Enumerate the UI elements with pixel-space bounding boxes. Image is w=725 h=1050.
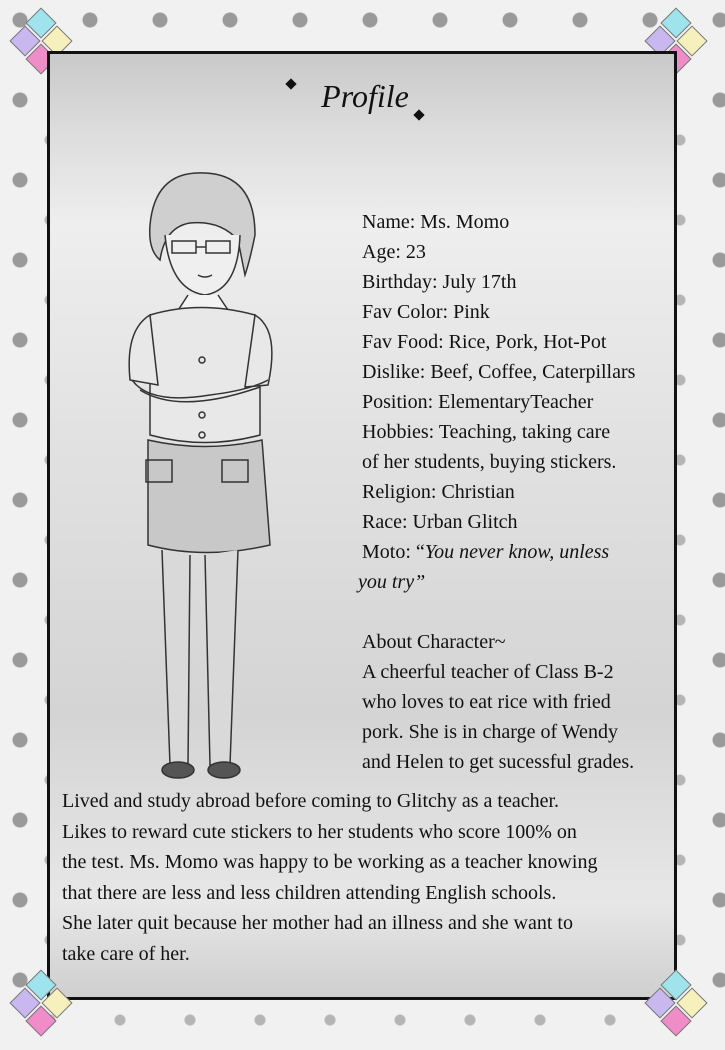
profile-religion: Religion: Christian	[362, 481, 515, 503]
character-illustration	[110, 165, 310, 785]
page-title: Profile	[321, 78, 409, 114]
profile-race: Race: Urban Glitch	[362, 511, 518, 533]
about-line-3: pork. She is in charge of Wendy	[362, 721, 618, 743]
story-line-2: Likes to reward cute stickers to her students who score 100% on	[62, 820, 577, 843]
profile-moto-line-1	[362, 537, 682, 567]
profile-position: Position: ElementaryTeacher	[362, 391, 594, 413]
profile-hobbies-line-2: of her students, buying stickers.	[362, 451, 617, 473]
story-line-4: that there are less and less children attending English schools.	[62, 881, 557, 904]
story-line-3: the test. Ms. Momo was happy to be working as a teacher knowing	[62, 851, 598, 873]
story-line-1: Lived and study abroad before coming to Glitchy as a teacher.	[62, 790, 560, 812]
about-line-2: who loves to eat rice with fried	[362, 691, 611, 713]
about-heading: About Character~	[362, 631, 506, 653]
profile-moto-line-2: you try”	[358, 571, 426, 593]
moto-quote-1: You never know, unless	[424, 541, 610, 563]
profile-fav-color: Fav Color: Pink	[362, 301, 490, 323]
profile-dislike: Dislike: Beef, Coffee, Caterpillars	[362, 361, 636, 383]
about-line-1: A cheerful teacher of Class B-2	[362, 661, 614, 683]
profile-birthday: Birthday: July 17th	[362, 271, 517, 293]
gem-cluster-bottom-left	[10, 972, 70, 1032]
about-story	[62, 786, 682, 969]
profile-info	[358, 207, 682, 777]
gem-cluster-bottom-right	[645, 972, 705, 1032]
story-line-6: take care of her.	[62, 942, 190, 965]
profile-age: Age: 23	[362, 241, 426, 263]
profile-hobbies-line-1: Hobbies: Teaching, taking care	[362, 421, 611, 443]
profile-fav-food: Fav Food: Rice, Pork, Hot-Pot	[362, 331, 607, 353]
about-line-4: and Helen to get sucessful grades.	[362, 751, 635, 773]
moto-label: Moto: “	[362, 541, 425, 563]
profile-name: Name: Ms. Momo	[362, 211, 510, 233]
story-line-5: She later quit because her mother had an illness and she want to	[62, 912, 573, 934]
